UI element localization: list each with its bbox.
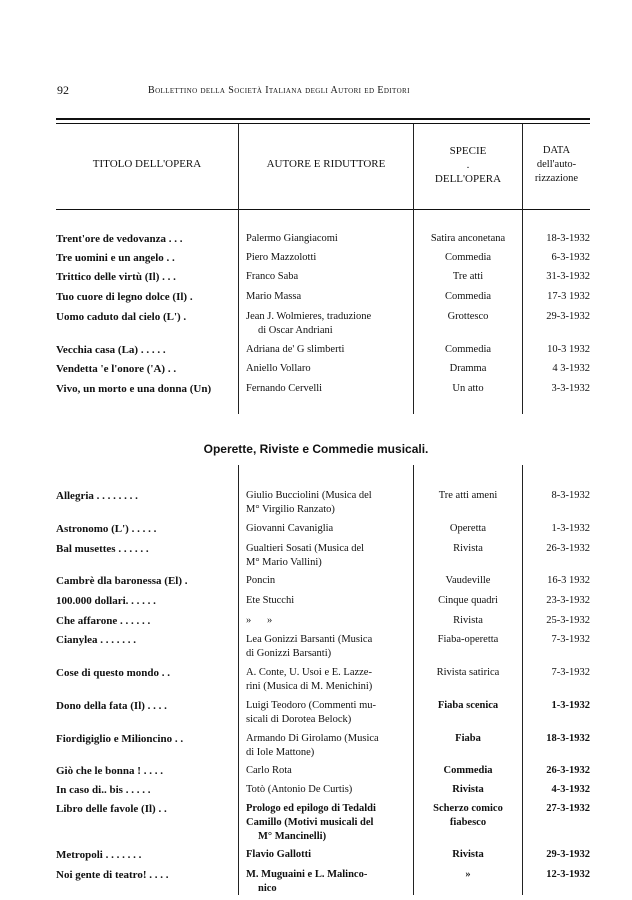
work-author: Franco Saba xyxy=(246,271,299,282)
work-title: Noi gente di teatro! . . . . xyxy=(56,869,169,881)
column-separator xyxy=(238,124,239,414)
work-title: 100.000 dollari. . . . . . xyxy=(56,595,156,607)
work-date: 26-3-1932 xyxy=(546,543,590,554)
work-species: Grottesco xyxy=(447,311,489,322)
work-title: Vendetta 'e l'onore ('A) . . xyxy=(56,363,177,375)
header-species-line: SPECIE xyxy=(449,145,487,157)
work-date: 12-3-1932 xyxy=(546,869,590,880)
work-author: Jean J. Wolmieres, traduzione di Oscar Andriani xyxy=(246,311,372,336)
work-date: 29-3-1932 xyxy=(546,849,590,860)
work-species: Rivista xyxy=(452,849,484,860)
work-title: Vivo, un morto e una donna (Un) xyxy=(56,383,212,395)
work-species: Tre atti ameni xyxy=(438,490,498,501)
work-date: 23-3-1932 xyxy=(546,595,590,606)
top-rule-thin xyxy=(56,123,590,124)
work-date: 1-3-1932 xyxy=(551,523,590,534)
work-species: Rivista xyxy=(453,543,483,554)
work-author: Giovanni Cavaniglia xyxy=(246,523,334,534)
section-heading: Operette, Riviste e Commedie musicali. xyxy=(203,442,429,456)
work-title: Che affarone . . . . . . xyxy=(56,615,151,627)
page-number: 92 xyxy=(57,83,69,97)
work-author: Flavio Gallotti xyxy=(246,849,312,860)
work-species: Fiaba scenica xyxy=(437,700,499,711)
work-date: 29-3-1932 xyxy=(546,311,590,322)
running-head: Bollettino della Società Italiana degli Autori ed Editori xyxy=(148,85,410,96)
work-species: Scherzo comico fiabesco xyxy=(433,803,503,828)
work-species: Rivista xyxy=(453,615,483,626)
work-title: Astronomo (L') . . . . . xyxy=(56,523,157,535)
work-date: 6-3-1932 xyxy=(551,252,590,263)
work-title: Cianylea . . . . . . . xyxy=(56,634,137,646)
work-title: Trittico delle virtù (Il) . . . xyxy=(56,271,176,283)
work-author: Fernando Cervelli xyxy=(246,383,323,394)
header-date-line: rizzazione xyxy=(534,173,579,184)
work-title: Tre uomini e un angelo . . xyxy=(56,252,175,264)
work-author: M. Muguaini e L. Malinco- nico xyxy=(246,869,368,894)
work-species: Satira anconetana xyxy=(430,233,506,244)
work-author: Poncin xyxy=(246,575,276,586)
work-date: 4-3-1932 xyxy=(551,784,590,795)
work-title: In caso di.. bis . . . . . xyxy=(56,784,151,796)
work-author: Carlo Rota xyxy=(246,765,292,776)
top-rule-thick xyxy=(56,118,590,120)
header-date-col xyxy=(523,144,590,186)
work-species: Tre atti xyxy=(452,271,484,282)
work-species: Rivista xyxy=(452,784,484,795)
work-author: Lea Gonizzi Barsanti (Musica di Gonizzi Barsanti) xyxy=(246,634,373,659)
work-date: 1-3-1932 xyxy=(551,700,590,711)
work-species: Cinque quadri xyxy=(438,595,498,606)
work-species: Commedia xyxy=(444,291,492,302)
work-title: Dono della fata (Il) . . . . xyxy=(56,700,167,712)
header-date-line: DATA xyxy=(542,145,571,156)
work-date: 7-3-1932 xyxy=(551,634,590,645)
work-title: Libro delle favole (Il) . . xyxy=(56,803,167,815)
work-title: Uomo caduto dal cielo (L') . xyxy=(56,311,187,323)
work-date: 31-3-1932 xyxy=(546,271,590,282)
work-date: 27-3-1932 xyxy=(546,803,590,814)
work-title: Metropoli . . . . . . . xyxy=(56,849,142,861)
header-bottom-rule xyxy=(56,209,590,210)
header-species-line: . xyxy=(466,159,470,171)
work-title: Bal musettes . . . . . . xyxy=(56,543,149,555)
work-date: 8-3-1932 xyxy=(551,490,590,501)
work-species: Rivista satirica xyxy=(436,667,500,678)
column-separator xyxy=(238,465,239,895)
header-species-line: DELL'OPERA xyxy=(434,173,502,185)
work-author: Adriana de' G slimberti xyxy=(246,344,345,355)
header-species-col xyxy=(414,144,522,186)
work-author: Totò (Antonio De Curtis) xyxy=(246,784,353,795)
work-title: Trent'ore de vedovanza . . . xyxy=(56,233,183,245)
work-author: Aniello Vollaro xyxy=(246,363,311,374)
work-date: 3-3-1932 xyxy=(551,383,590,394)
work-date: 18-3-1932 xyxy=(546,233,590,244)
header-author-col: AUTORE E RIDUTTORE xyxy=(266,158,386,170)
work-author: Armando Di Girolamo (Musica di Iole Mattone) xyxy=(246,733,379,758)
work-species: Dramma xyxy=(449,363,487,374)
work-author: Gualtieri Sosati (Musica del M° Mario Vallini) xyxy=(246,543,365,568)
header-date-line: dell'auto- xyxy=(536,159,577,170)
work-author: Mario Massa xyxy=(246,291,302,302)
work-author: A. Conte, U. Usoi e E. Lazze- rini (Musica di M. Menichini) xyxy=(246,667,373,692)
work-date: 4 3-1932 xyxy=(552,363,590,374)
work-title: Cambrè dla baronessa (El) . xyxy=(56,575,188,587)
work-title: Tuo cuore di legno dolce (Il) . xyxy=(56,291,193,303)
work-date: 16-3 1932 xyxy=(547,575,590,586)
work-title: Allegria . . . . . . . . xyxy=(56,490,138,502)
work-species: Commedia xyxy=(444,344,492,355)
work-date: 17-3 1932 xyxy=(547,291,590,302)
work-date: 18-3-1932 xyxy=(546,733,590,744)
work-date: 10-3 1932 xyxy=(547,344,590,355)
work-author: » » xyxy=(246,615,273,626)
work-title: Vecchia casa (La) . . . . . xyxy=(56,344,166,356)
work-species: Commedia xyxy=(444,252,492,263)
work-title: Fiordigiglio e Milioncino . . xyxy=(56,733,184,745)
work-title: Cose di questo mondo . . xyxy=(56,667,170,679)
work-author: Luigi Teodoro (Commenti mu- sicali di Dorotea Belock) xyxy=(246,700,377,725)
work-species: Commedia xyxy=(443,765,493,776)
work-date: 7-3-1932 xyxy=(551,667,590,678)
header-title-col: TITOLO DELL'OPERA xyxy=(92,158,202,170)
work-date: 25-3-1932 xyxy=(546,615,590,626)
work-title: Giò che le bonna ! . . . . xyxy=(56,765,163,777)
work-species: Fiaba-operetta xyxy=(437,634,499,645)
work-species: Vaudeville xyxy=(445,575,491,586)
work-author: Piero Mazzolotti xyxy=(246,252,317,263)
work-author: Palermo Giangiacomi xyxy=(246,233,338,244)
work-species: Operetta xyxy=(449,523,487,534)
work-author: Giulio Bucciolini (Musica del M° Virgilio Ranzato) xyxy=(246,490,372,515)
work-author: Ete Stucchi xyxy=(246,595,295,606)
work-species: Fiaba xyxy=(455,733,481,744)
work-date: 26-3-1932 xyxy=(546,765,590,776)
work-species: » xyxy=(465,869,471,880)
work-author: Prologo ed epilogo di Tedaldi Camillo (Motivi musicali del M° Mancinelli) xyxy=(246,803,376,842)
work-species: Un atto xyxy=(452,383,484,394)
